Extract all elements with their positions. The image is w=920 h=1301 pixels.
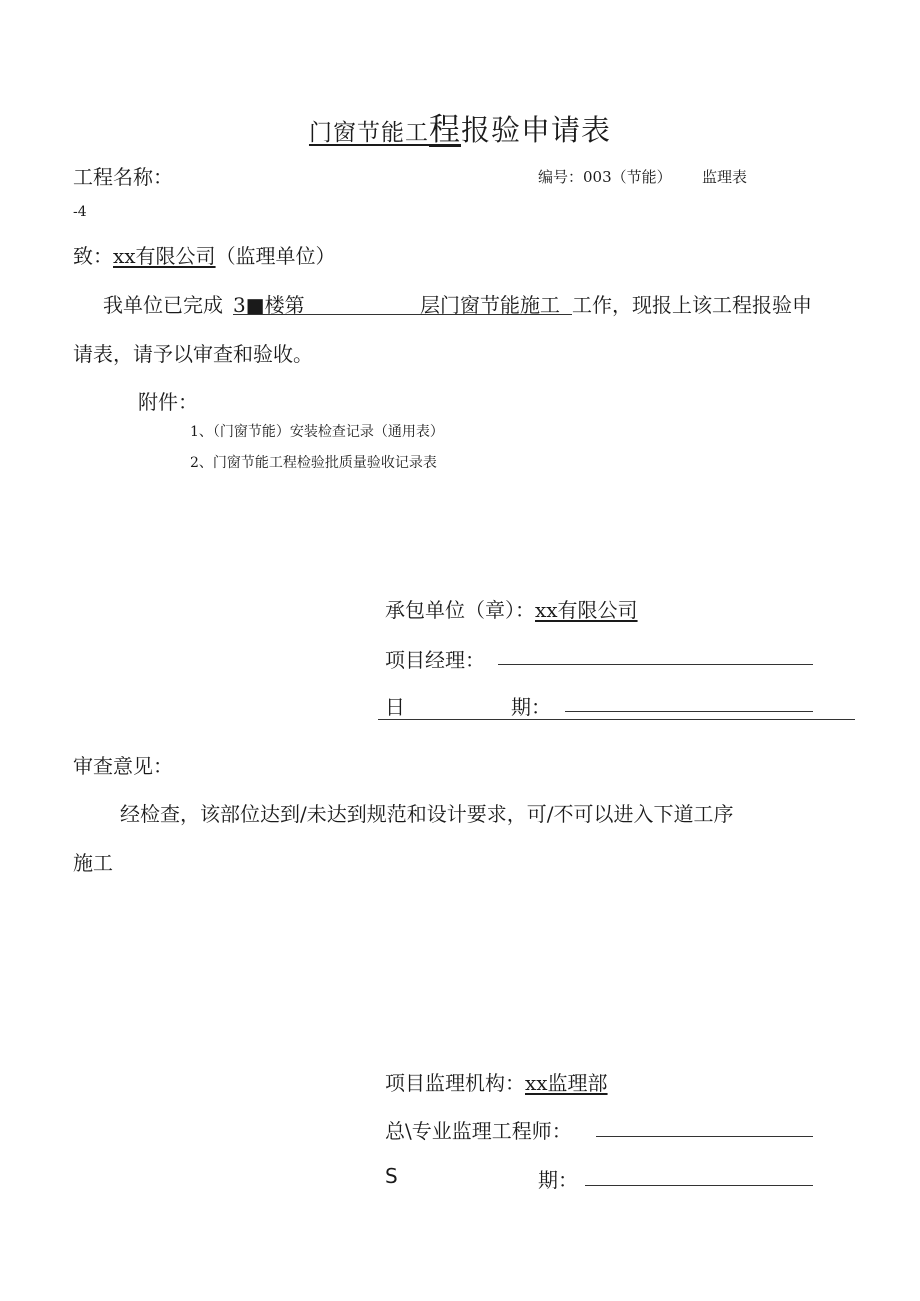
- manager-label: 项目经理：: [385, 648, 485, 672]
- supervisor-org-value: xx监理部: [525, 1071, 608, 1095]
- supervisor-org-label: 项目监理机构：: [385, 1071, 525, 1095]
- attachments-label: 附件：: [138, 390, 198, 414]
- title-part-1: 门窗节能工: [308, 120, 429, 146]
- contractor-date-label-1: 日: [385, 695, 405, 719]
- to-company: xx有限公司: [113, 244, 216, 268]
- project-name-label: 工程名称：: [73, 165, 173, 189]
- contractor-unit: [385, 594, 638, 623]
- to-line: [73, 240, 336, 269]
- engineer-signature-line[interactable]: [596, 1136, 813, 1137]
- supervisor-date-label-2: 期：: [538, 1168, 578, 1192]
- manager-signature-line[interactable]: [498, 664, 813, 665]
- contractor-date-line[interactable]: [565, 711, 813, 712]
- contractor-unit-value: xx有限公司: [535, 598, 638, 622]
- review-text-line2: 施工: [73, 851, 113, 875]
- body-building: 3■楼第: [233, 293, 305, 317]
- attachment-item: 2、门窗节能工程检验批质量验收记录表: [190, 455, 437, 471]
- section-divider: [378, 719, 855, 720]
- title-part-3: 报验申请表: [460, 113, 611, 147]
- supervisor-org: [385, 1067, 608, 1096]
- form-suffix: -4: [73, 204, 87, 220]
- contractor-date-label-2: 期：: [511, 695, 551, 719]
- contractor-unit-label: 承包单位（章）：: [385, 598, 535, 622]
- engineer-label: 总\专业监理工程师：: [385, 1119, 572, 1143]
- supervisor-date-line[interactable]: [585, 1185, 813, 1186]
- body-text-middle: 层门窗节能施工: [420, 293, 560, 317]
- review-label: 审查意见：: [73, 754, 173, 778]
- body-text-start: 我单位已完成: [103, 293, 223, 317]
- supervisor-date-label-1: S: [385, 1164, 398, 1188]
- review-text-line1: 经检查，该部位达到/未达到规范和设计要求，可/不可以进入下道工序: [120, 802, 734, 826]
- title-part-2: 程: [428, 112, 461, 148]
- form-number: 编号：003（节能）: [538, 168, 672, 186]
- body-text-line2: 请表，请予以审查和验收。: [73, 342, 313, 366]
- to-suffix: （监理单位）: [215, 244, 336, 268]
- attachment-item: 1、（门窗节能）安装检查记录（通用表）: [190, 424, 444, 440]
- page-title: [0, 104, 920, 149]
- form-type: 监理表: [702, 168, 748, 186]
- to-prefix: 致：: [73, 244, 113, 268]
- body-text-end: 工作，现报上该工程报验申: [572, 293, 812, 317]
